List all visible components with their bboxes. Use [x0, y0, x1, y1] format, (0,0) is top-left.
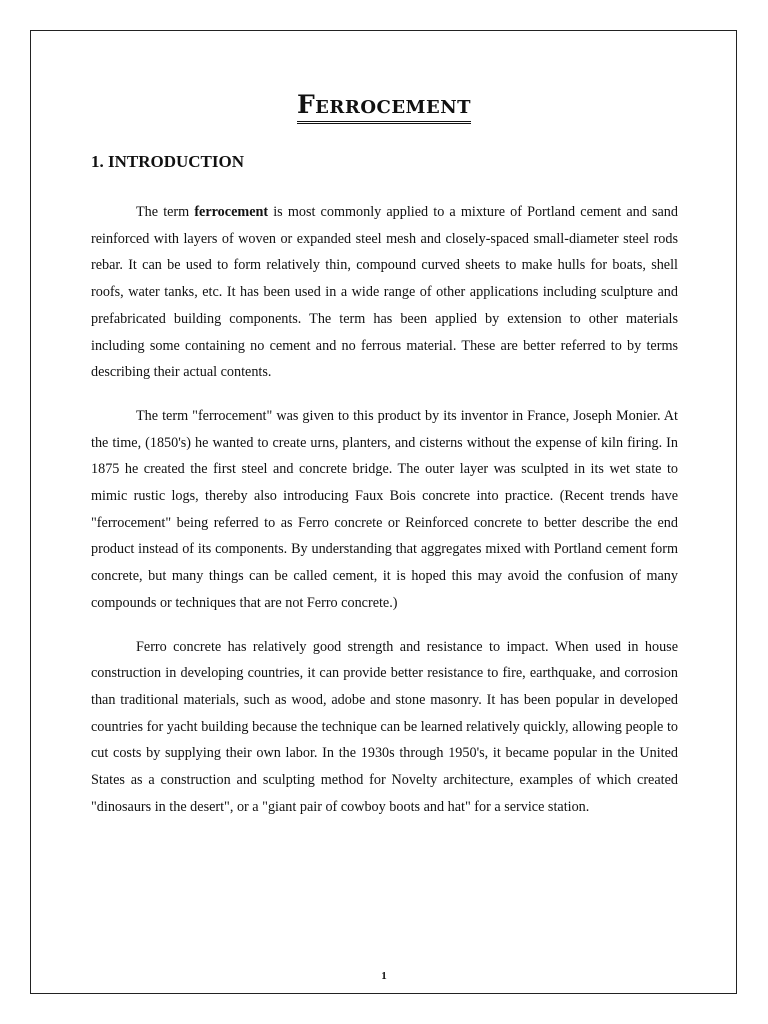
paragraph-1-rest: is most commonly applied to a mixture of Portland cement and sand reinforced with layers of woven or expanded steel mesh and closely-spaced small-diameter steel rods rebar. It can be used to form relatively thin, compound curved sheets to make hulls for boats, shell roofs, water tanks, etc. It has been used in a wide range of other applications including sculpture and prefabricated building components. The term has been applied by extension to other materials including some containing no cement and no ferrous material. These are better referred to by terms describing their actual contents. — [91, 204, 678, 381]
paragraph-3: Ferro concrete has relatively good strength and resistance to impact. When used in house construction in developing countries, it can provide better resistance to fire, earthquake, and corrosion than traditional materials, such as wood, adobe and stone masonry. It has been popular in developed countries for yacht building because the technique can be learned relatively quickly, allowing people to cut costs by supplying their own labor. In the 1930s through 1950's, it became popular in the United States as a construction and sculpting method for Novelty architecture, examples of which created "dinosaurs in the desert", or a "giant pair of cowboy boots and hat" for a service station. — [91, 638, 678, 815]
paragraph-2: The term "ferrocement" was given to this product by its inventor in France, Joseph Monier. At the time, (1850's) he wanted to create urns, planters, and cisterns without the expense of kiln firing. In 1875 he created the first steel and concrete bridge. The outer layer was sculpted in its wet state to mimic rustic logs, thereby also introducing Faux Bois concrete into practice. (Recent trends have "ferrocement" being referred to as Ferro concrete or Reinforced concrete to better describe the end product instead of its components. By understanding that aggregates mixed with Portland cement form concrete, but many things can be called cement, it is hoped this may avoid the confusion of many compounds or techniques that are not Ferro concrete.) — [91, 407, 678, 611]
section-heading: 1. INTRODUCTION — [91, 152, 245, 171]
document-title-text: Ferrocement — [297, 90, 471, 124]
body-text — [91, 199, 678, 837]
page-number: 1 — [381, 970, 387, 982]
document-title — [0, 84, 768, 124]
paragraph-1 — [91, 199, 678, 386]
bold-term: ferrocement — [194, 204, 269, 220]
paragraph-1-lead: The term — [136, 204, 195, 220]
